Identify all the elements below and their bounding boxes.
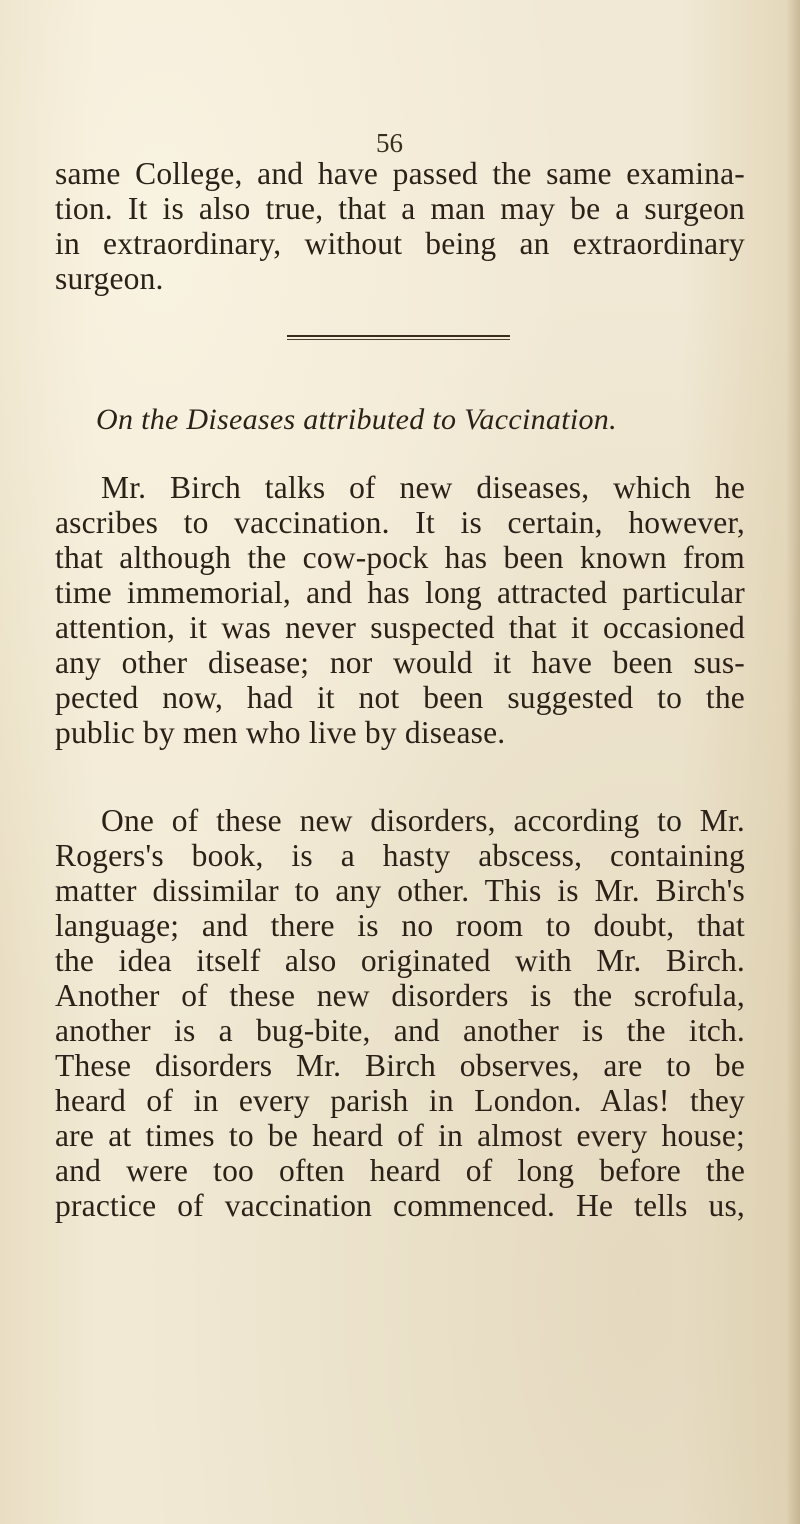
text-line: any other disease; nor would it have been sus- <box>55 645 745 680</box>
text-line: are at times to be heard of in almost every house; <box>55 1118 745 1153</box>
text-line: pected now, had it not been suggested to the <box>55 680 745 715</box>
text-line: practice of vaccination commenced. He tells us, <box>55 1188 745 1223</box>
section-divider <box>287 335 510 341</box>
paragraph-continuation <box>55 156 745 296</box>
text-line: matter dissimilar to any other. This is Mr. Birch's <box>55 873 745 908</box>
text-line: surgeon. <box>55 261 164 296</box>
text-line: another is a bug-bite, and another is the itch. <box>55 1013 745 1048</box>
text-line: These disorders Mr. Birch observes, are to be <box>55 1048 745 1083</box>
text-line: language; and there is no room to doubt, that <box>55 908 745 943</box>
text-line: same College, and have passed the same examina- <box>55 156 745 191</box>
text-line: ascribes to vaccination. It is certain, however, <box>55 505 745 540</box>
paragraph-new-diseases <box>55 470 745 750</box>
text-line: One of these new disorders, according to Mr. <box>101 803 745 838</box>
divider-rule-thick <box>287 335 510 337</box>
text-line: in extraordinary, without being an extraordinary <box>55 226 745 261</box>
text-line: heard of in every parish in London. Alas! they <box>55 1083 745 1118</box>
text-line: Mr. Birch talks of new diseases, which he <box>101 470 745 505</box>
page-edge-shadow <box>786 0 800 1524</box>
text-line: the idea itself also originated with Mr. Birch. <box>55 943 745 978</box>
divider-rule-thin <box>287 339 510 340</box>
paragraph-new-disorders <box>55 803 745 1223</box>
section-heading: On the Diseases attributed to Vaccination. <box>96 403 617 436</box>
text-line: and were too often heard of long before the <box>55 1153 745 1188</box>
text-line: tion. It is also true, that a man may be a surgeon <box>55 191 745 226</box>
page-number: 56 <box>376 128 403 158</box>
text-line: Another of these new disorders is the scrofula, <box>55 978 745 1013</box>
text-line: time immemorial, and has long attracted particular <box>55 575 745 610</box>
text-line: Rogers's book, is a hasty abscess, containing <box>55 838 745 873</box>
text-line: attention, it was never suspected that it occasioned <box>55 610 745 645</box>
text-line: that although the cow-pock has been known from <box>55 540 745 575</box>
text-line: public by men who live by disease. <box>55 715 506 750</box>
